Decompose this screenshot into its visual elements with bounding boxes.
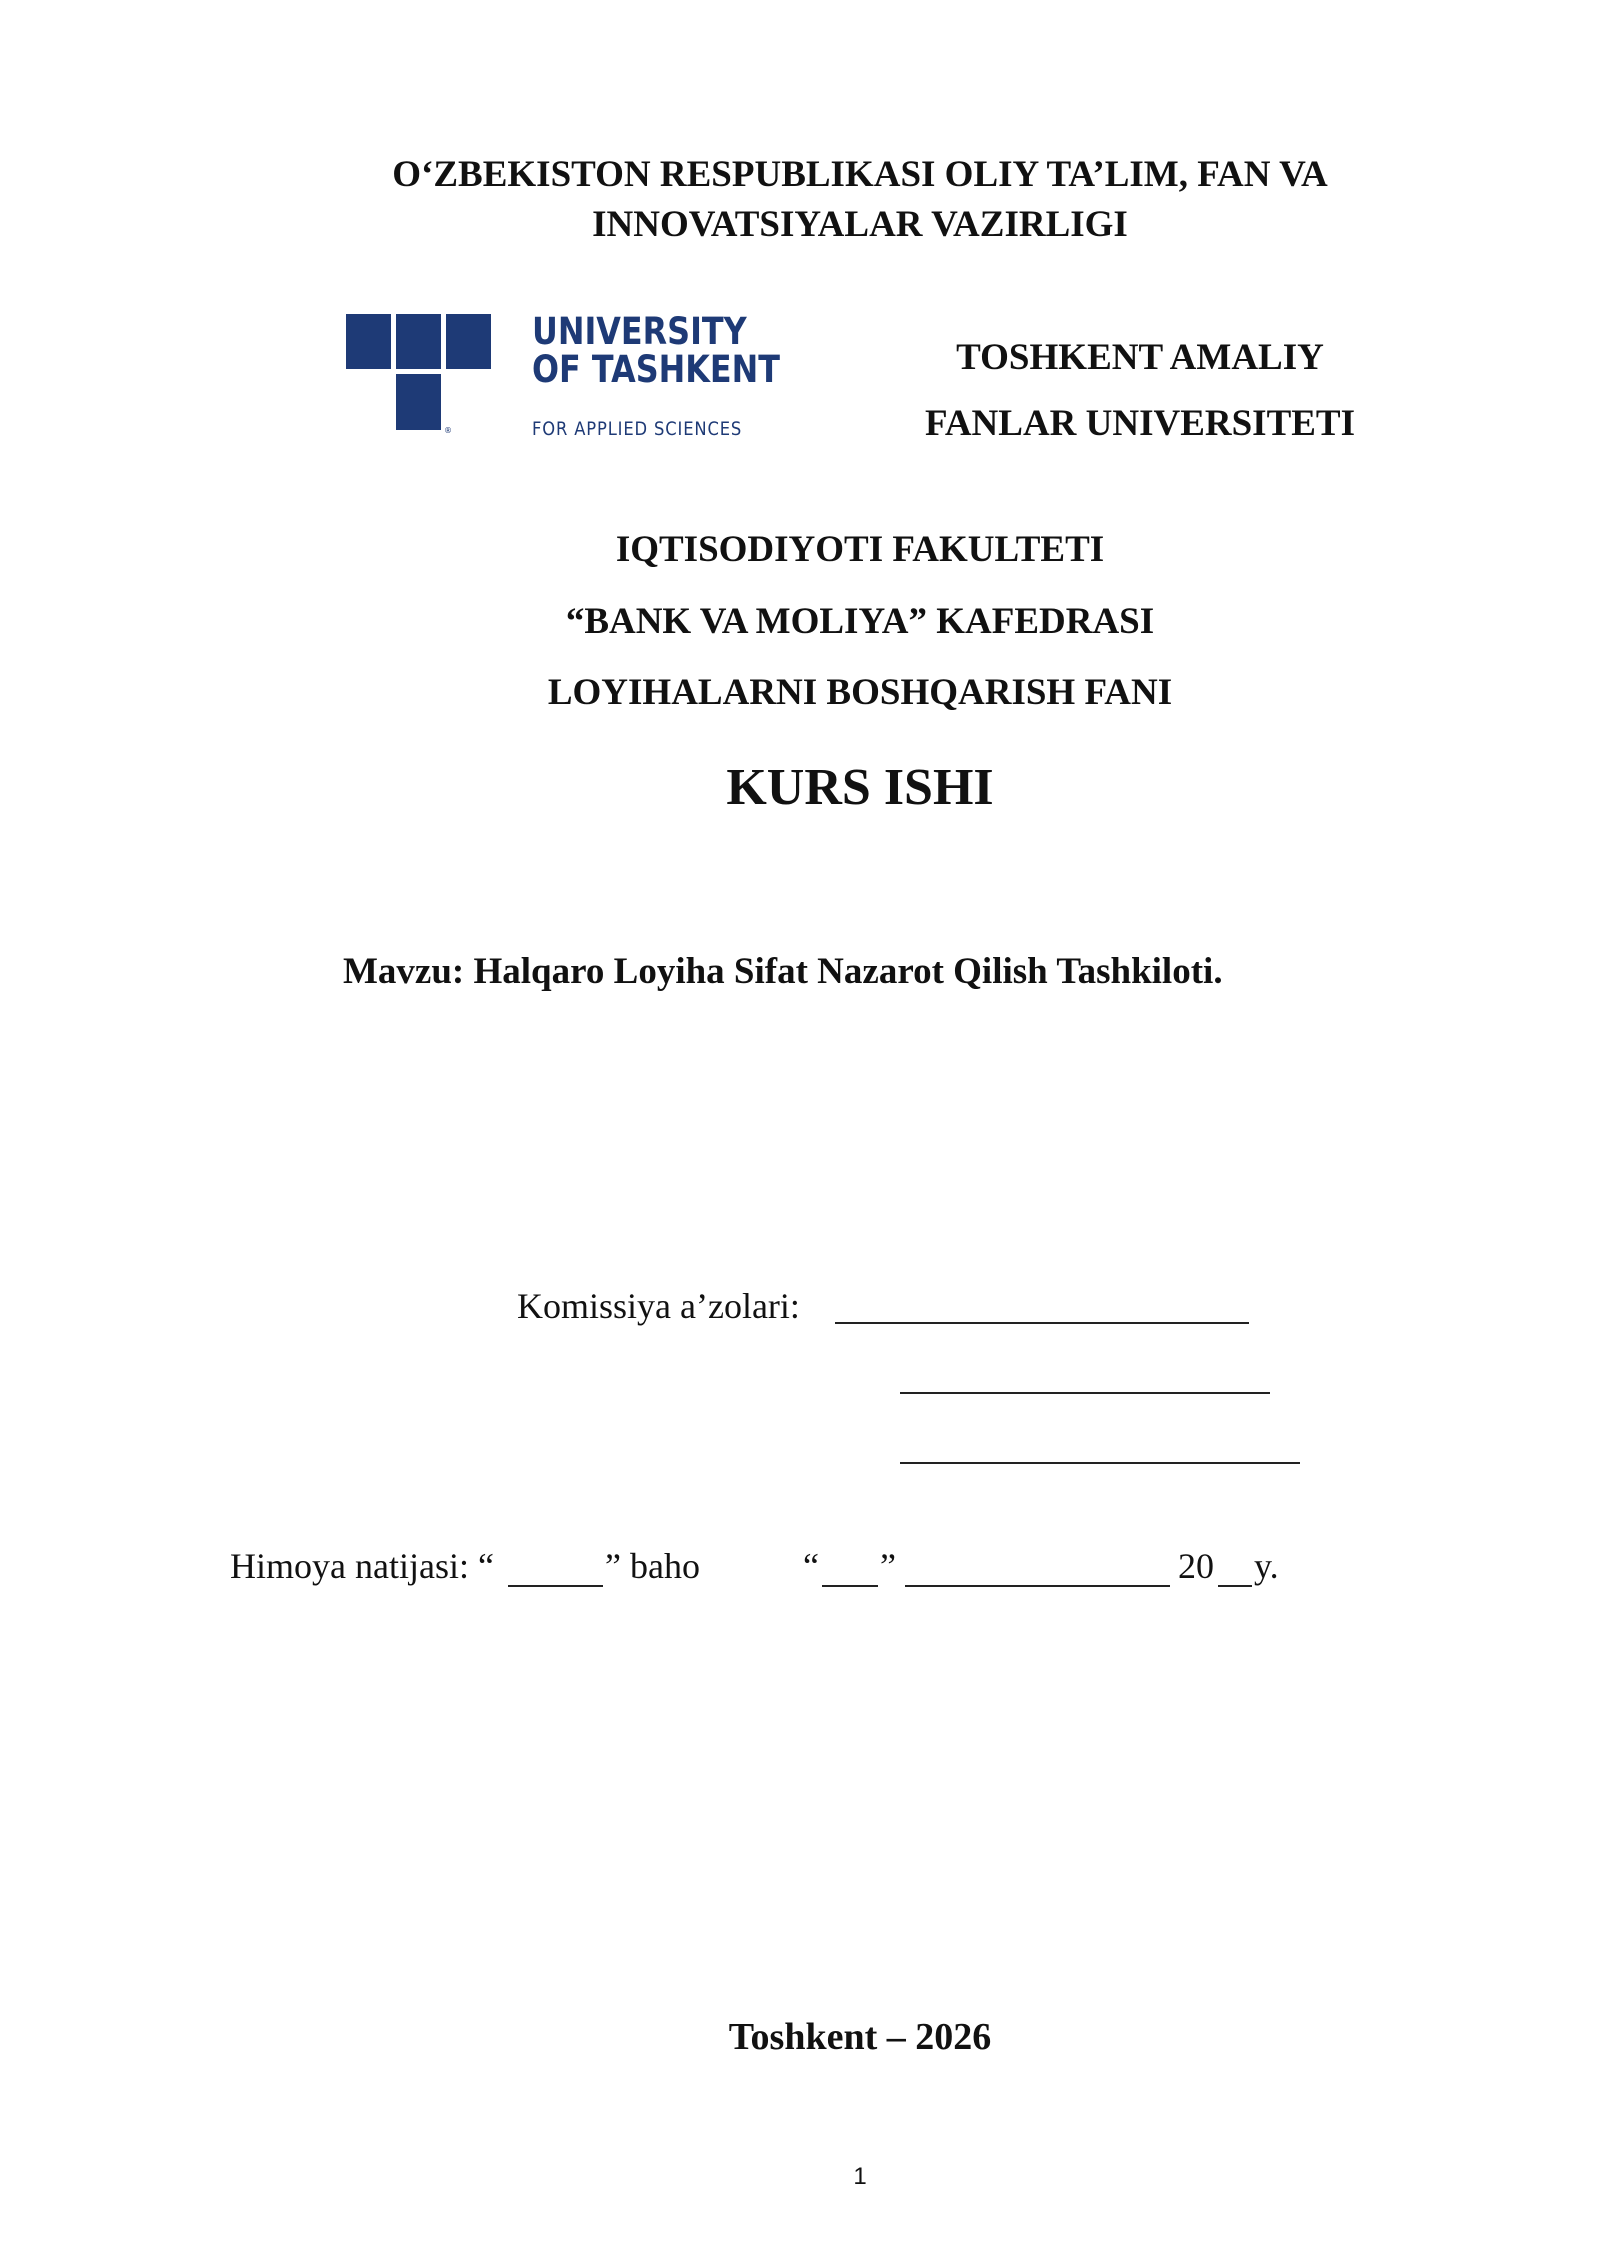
- logo-square-1: [346, 314, 391, 369]
- subject-name: LOYIHALARNI BOSHQARISH FANI: [547, 672, 1173, 713]
- page-number: 1: [853, 2163, 867, 2190]
- university-name: [880, 333, 1400, 465]
- commission-member-line-1[interactable]: [835, 1322, 1249, 1324]
- year-blank[interactable]: [1218, 1585, 1252, 1587]
- logo-text-university: UNIVERSITY: [532, 310, 747, 353]
- city-year: Toshkent – 2026: [728, 2016, 992, 2058]
- year-prefix: 20: [1178, 1546, 1214, 1586]
- document-type-title: KURS ISHI: [726, 759, 994, 816]
- commission-label: Komissiya a’zolari:: [517, 1286, 800, 1326]
- month-blank[interactable]: [905, 1585, 1170, 1587]
- ministry-line-2: INNOVATSIYALAR VAZIRLIGI: [592, 204, 1128, 245]
- defense-result-label: Himoya natijasi: “: [230, 1546, 494, 1586]
- university-name-line-1: TOSHKENT AMALIY: [956, 337, 1324, 378]
- ministry-line-1: O‘ZBEKISTON RESPUBLIKASI OLIY TA’LIM, FAN VA: [392, 154, 1328, 195]
- grade-blank[interactable]: [508, 1585, 603, 1587]
- department-name: “BANK VA MOLIYA” KAFEDRASI: [565, 601, 1155, 642]
- commission-member-line-2[interactable]: [900, 1392, 1270, 1394]
- university-logo: [346, 310, 781, 440]
- university-name-line-2: FANLAR UNIVERSITETI: [924, 403, 1356, 444]
- year-suffix: y.: [1254, 1546, 1279, 1586]
- date-quote-open: “: [803, 1546, 819, 1586]
- ministry-header: [0, 150, 1600, 250]
- logo-text-applied-sciences: FOR APPLIED SCIENCES: [532, 418, 743, 440]
- date-quote-close: ”: [880, 1546, 896, 1586]
- grade-suffix: ” baho: [605, 1546, 700, 1586]
- commission-member-line-3[interactable]: [900, 1462, 1300, 1464]
- logo-text-of-tashkent: OF TASHKENT: [532, 348, 781, 391]
- logo-square-3: [446, 314, 491, 369]
- logo-square-2: [396, 314, 441, 369]
- course-topic: Mavzu: Halqaro Loyiha Sifat Nazarot Qilish Tashkiloti.: [343, 951, 1223, 992]
- faculty-name: IQTISODIYOTI FAKULTETI: [615, 529, 1105, 570]
- day-blank[interactable]: [822, 1585, 878, 1587]
- logo-square-4: [396, 374, 441, 430]
- logo-registered-mark: ®: [444, 426, 452, 435]
